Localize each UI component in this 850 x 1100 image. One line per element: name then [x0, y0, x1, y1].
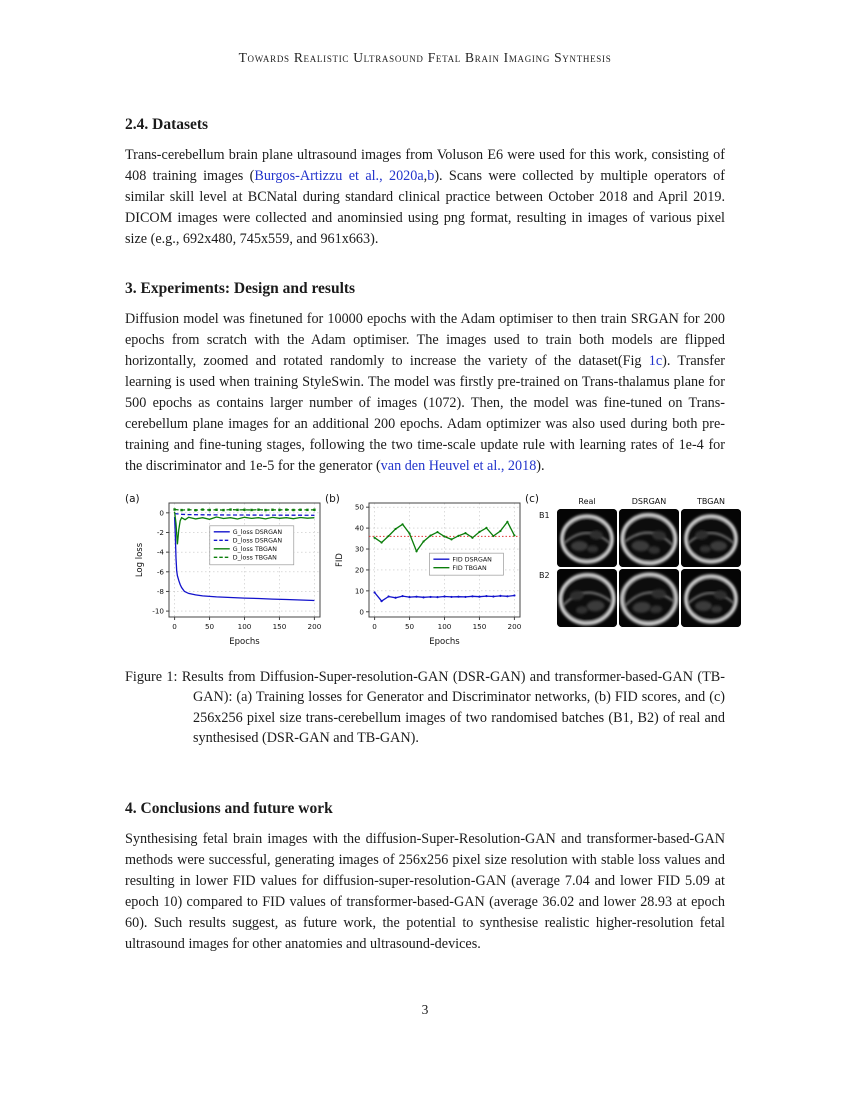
svg-text:150: 150 — [472, 622, 487, 632]
ultrasound-image-real-b2 — [557, 569, 617, 627]
section-heading-conclusions: 4. Conclusions and future work — [125, 799, 333, 817]
ultrasound-image-dsrgan-b1 — [619, 509, 679, 567]
experiments-paragraph — [125, 309, 725, 477]
svg-text:30: 30 — [354, 544, 364, 554]
svg-text:50: 50 — [354, 502, 364, 512]
svg-text:-2: -2 — [156, 528, 164, 538]
citation-link[interactable]: Burgos-Artizzu et al., 2020a — [254, 168, 424, 185]
panel-c-image-grid — [525, 495, 741, 627]
figure-caption-text: Results from Diffusion-Super-resolution-GAN (DSR-GAN) and transformer-based-GAN (TB-GAN): (a) Training losses for Generator and Discriminator networks, (b) FID scores, and (c) 256x256 pixel size trans-cerebellum images of two randomised batches (B1, B2) of real and synthesised (DSR-GAN and TB-GAN). — [181, 669, 725, 746]
column-label-real: Real — [578, 497, 596, 507]
svg-text:40: 40 — [354, 523, 364, 533]
svg-text:0: 0 — [172, 622, 177, 632]
citation-link[interactable]: 1c — [648, 353, 663, 370]
ultrasound-image-real-b1 — [557, 509, 617, 567]
panel-b-label: (b) — [325, 493, 340, 506]
section-heading-experiments: 3. Experiments: Design and results — [125, 280, 356, 298]
svg-text:G_loss DSRGAN: G_loss DSRGAN — [232, 529, 283, 537]
svg-text:50: 50 — [204, 622, 215, 632]
citation-link[interactable]: van den Heuvel et al., 2018 — [380, 458, 537, 475]
svg-text:Log loss: Log loss — [135, 543, 145, 578]
figure-1 — [125, 495, 725, 748]
training-loss-chart — [133, 495, 325, 647]
svg-text:Epochs: Epochs — [229, 637, 260, 648]
paragraph-text: ). Transfer learning is used when training StyleSwin. The model was firstly pre-trained on Trans-thalamus plane for 500 epochs as contains larger number of images (1072). Then, the model was fine-tuned on Trans-cerebellum plane images for an additional 200 epochs. Adam optimizer was also used during both pre-training and fine-tuning stages, following the two time-scale update rule with learning rates of 1e-4 for the discriminator and 1e-5 for the generator ( — [125, 353, 725, 475]
svg-text:-6: -6 — [156, 567, 164, 577]
section-heading-datasets: 2.4. Datasets — [125, 116, 209, 133]
ultrasound-image-tbgan-b1 — [681, 509, 741, 567]
svg-text:-4: -4 — [156, 547, 164, 557]
svg-text:150: 150 — [272, 622, 287, 632]
citation-link[interactable]: b — [427, 168, 435, 185]
figure-1-panels — [125, 495, 725, 647]
panel-b-fid — [325, 495, 525, 647]
panel-a-label: (a) — [125, 493, 140, 506]
paragraph-text: Diffusion model was finetuned for 10000 epochs with the Adam optimiser to then train SRGAN for 200 epochs from scratch with the Adam optimiser. The images used to train both models are flipped horizontally, zoomed and rotated randomly to increase the variety of the dataset(Fig — [125, 311, 725, 370]
figure-caption-label: Figure 1: — [125, 669, 178, 686]
svg-text:D_loss TBGAN: D_loss TBGAN — [232, 554, 277, 562]
ultrasound-image-tbgan-b2 — [681, 569, 741, 627]
fid-chart — [333, 495, 525, 647]
svg-text:100: 100 — [437, 622, 452, 632]
svg-text:200: 200 — [307, 622, 322, 632]
paragraph-text: , — [423, 168, 428, 185]
svg-text:20: 20 — [354, 565, 364, 575]
svg-text:G_loss TBGAN: G_loss TBGAN — [232, 546, 277, 554]
datasets-paragraph — [125, 145, 725, 250]
svg-text:Epochs: Epochs — [429, 637, 460, 648]
column-label-tbgan: TBGAN — [697, 497, 725, 507]
svg-text:100: 100 — [237, 622, 252, 632]
svg-text:200: 200 — [507, 622, 522, 632]
svg-text:50: 50 — [404, 622, 415, 632]
svg-text:0: 0 — [372, 622, 377, 632]
svg-text:0: 0 — [159, 508, 164, 518]
svg-text:FID: FID — [335, 553, 345, 568]
svg-text:FID DSRGAN: FID DSRGAN — [452, 556, 492, 564]
row-label-b2: B2 — [539, 571, 550, 581]
panel-a-training-loss — [125, 495, 325, 647]
svg-text:-10: -10 — [152, 606, 164, 616]
page-number: 3 — [421, 1002, 429, 1017]
svg-text:FID TBGAN: FID TBGAN — [452, 565, 487, 573]
conclusions-paragraph: Synthesising fetal brain images with the diffusion-Super-Resolution-GAN and transformer-based-GAN methods were successful, generating images of 256x256 pixel size resolution with stable loss values and resulting in lower FID values for diffusion-super-resolution-GAN (average 7.04 and lower FID 5.09 at epoch 10) compared to FID values of transformer-based-GAN (average 36.02 and lower 28.93 at epoch 60). Such results suggest, as future work, the potential to synthesise realistic higher-resolution fetal ultrasound images for other anatomies and ultrasound-devices. — [125, 830, 725, 952]
svg-text:-8: -8 — [156, 587, 164, 597]
figure-1-caption — [125, 667, 725, 748]
svg-text:0: 0 — [359, 607, 364, 617]
running-head: Towards Realistic Ultrasound Fetal Brain Imaging Synthesis — [238, 50, 612, 65]
paragraph-text: Trans-cerebellum brain plane ultrasound images from Voluson E6 were used for this work, consisting of 408 training images ( — [125, 147, 725, 185]
paper-content — [125, 116, 725, 955]
column-label-dsrgan: DSRGAN — [631, 497, 667, 507]
panel-c-label: (c) — [525, 493, 539, 506]
ultrasound-image-dsrgan-b2 — [619, 569, 679, 627]
svg-text:10: 10 — [354, 586, 364, 596]
paragraph-text: ). — [536, 458, 545, 475]
paragraph-text: ). Scans were collected by multiple operators of similar skill level at BCNatal during standard clinical practice between October 2018 and April 2019. DICOM images were collected and anominsied using png format, resulting in images of various pixel size (e.g., 692x480, 745x559, and 961x663). — [125, 168, 725, 248]
svg-text:D_loss DSRGAN: D_loss DSRGAN — [232, 537, 283, 545]
ultrasound-grid — [539, 497, 741, 627]
row-label-b1: B1 — [539, 511, 550, 521]
